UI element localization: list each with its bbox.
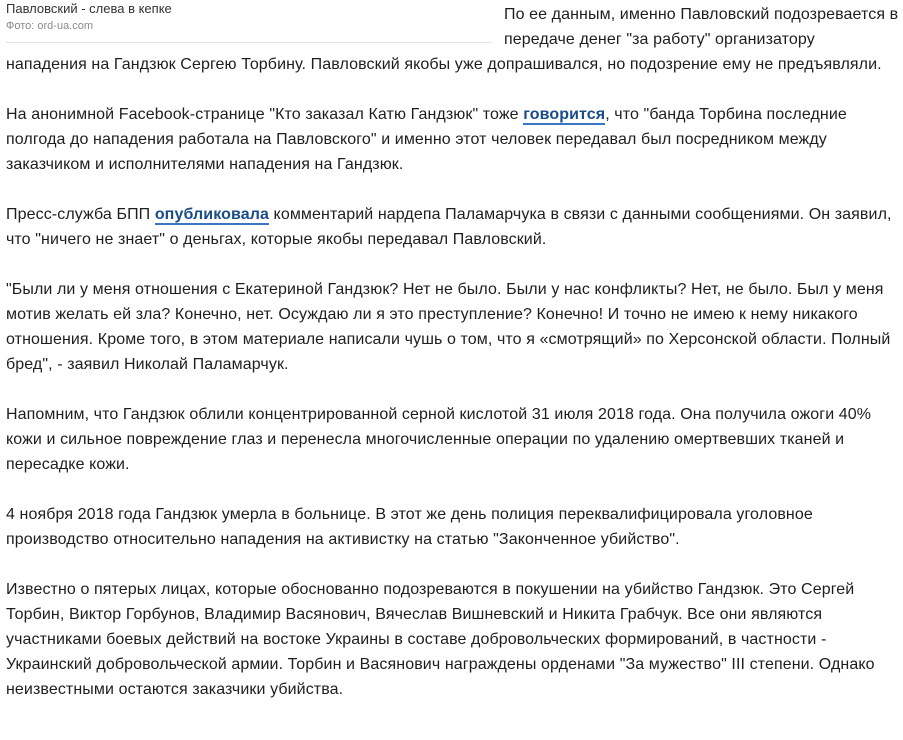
article-body	[6, 0, 899, 727]
paragraph-3	[6, 202, 899, 252]
paragraph-1: По ее данным, именно Павловский подозревается в передаче денег "за работу" организатору нападения на Гандзюк Сергею Торбину. Павловский якобы уже допрашивался, но подозрение ему не предъявляли.	[6, 6, 899, 73]
paragraph-5: Напомним, что Гандзюк облили концентрированной серной кислотой 31 июля 2018 года. Она получила ожоги 40% кожи и сильное повреждение глаз и перенесла многочисленные операции по удалению омертвевших тканей и пересадке кожи.	[6, 406, 872, 473]
paragraph-4-quote: "Были ли у меня отношения с Екатериной Гандзюк? Нет не было. Были у нас конфликты? Нет, не было. Был у меня мотив желать ей зла? Конечно, нет. Осуждаю ли я это преступление? Конечно! И точно не имею к нему никакого отношения. Кроме того, в этом материале написали чушь о том, что я «смотрящий» по Херсонской области. Полный бред", - заявил Николай Паламарчук.	[6, 281, 891, 373]
caption-text: Павловский - слева в кепке	[6, 1, 172, 16]
link-govoritsya[interactable]: говорится	[523, 106, 606, 123]
photo-credit: Фото: ord-ua.com	[6, 20, 94, 32]
link-opublikovala[interactable]: опубликовала	[154, 206, 269, 223]
paragraph-2-text-before: На анонимной Facebook-странице "Кто заказал Катю Гандзюк" тоже	[6, 106, 524, 123]
paragraph-3-text-after: комментарий нардепа Паламарчука в связи с данными сообщениями. Он заявил, что "ничего не знает" о деньгах, которые якобы передавал Павловский.	[6, 206, 892, 248]
paragraph-2	[6, 102, 899, 177]
paragraph-6: 4 ноября 2018 года Гандзюк умерла в больнице. В этот же день полиция переквалифицировала уголовное производство относительно нападения на активистку на статью "Законченное убийство".	[6, 506, 813, 548]
paragraph-2-text-after: , что "банда Торбина последние полгода до нападения работала на Павловского" и именно этот человек передавал был посредником между заказчиком и исполнителями нападения на Гандзюк.	[6, 106, 847, 173]
paragraph-3-text-before: Пресс-служба БПП	[6, 206, 155, 223]
photo-caption	[6, 0, 492, 43]
paragraph-7: Известно о пятерых лицах, которые обоснованно подозреваются в покушении на убийство Гандзюк. Это Сергей Торбин, Виктор Горбунов, Владимир Васянович, Вячеслав Вишневский и Никита Грабчук. Все они являются участниками боевых действий на востоке Украины в составе добровольческих формирований, в частности - Украинский добровольческой армии. Торбин и Васянович награждены орденами "За мужество" III степени. Однако неизвестными остаются заказчики убийства.	[6, 581, 875, 698]
